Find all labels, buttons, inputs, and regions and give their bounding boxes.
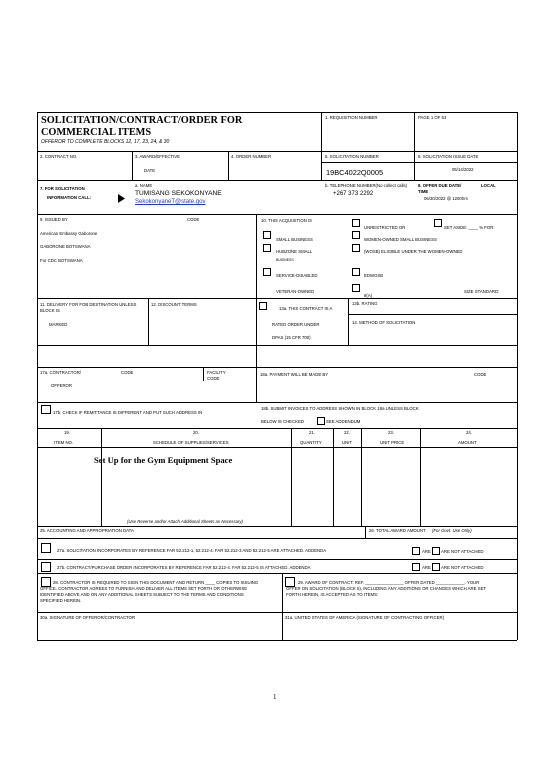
29-line1: 29. AWARD OF CONTRACT: REF. ________________ OFFER DATED ____________. YOUR [298,580,480,585]
schedule-item-description: Set Up for the Gym Equipment Space [94,455,233,465]
fob-delivery-label-1: 11. DELIVERY FOR FOB DESTINATION UNLESS [40,302,137,307]
edwosb-label: EDWOSB [364,273,384,278]
business-label: BUSINESS [276,258,294,262]
col24-label: AMOUNT [458,440,477,445]
offer-due-label-1: 8. OFFER DUE DATE/ [418,183,462,188]
wosb-label: WOMEN-OWNED SMALL BUSINESS [364,237,437,242]
contact-name-label: a. NAME [135,183,153,188]
rule-v-b6 [414,112,415,181]
rule-v-b13b [348,298,349,345]
sdvosb-label: SERVICE-DISABLED [276,273,318,278]
col24-number: 24. [466,430,472,435]
issuer-line3: For CDC BOTSWANA [40,258,83,263]
rule-v-col23 [361,428,362,526]
fob-marked-label: MARKED [49,322,68,327]
27b-label: 27b. CONTRACT/PURCHASE ORDER INCORPORATES BY REFERENCE FAR 52.212-4. FAR 52.212-5 IS ATTACHED. ADDENDA [57,565,311,570]
discount-terms-label: 12. DISCOUNT TERMS [151,302,197,307]
rule-row13 [37,573,517,574]
contractor-code-label: CODE [121,370,134,375]
rule-row6 [37,345,517,346]
requisition-number-label: 1. REQUISITION NUMBER [325,115,378,120]
rule-row4 [37,214,517,215]
col21-number: 21. [309,430,315,435]
solicitation-issue-date-label: 6. SOLICITATION ISSUE DATE [418,154,479,159]
small-business-label: SMALL BUSINESS [276,237,313,242]
rule-row12 [37,559,517,560]
solicitation-info-label-2: INFORMATION CALL: [47,195,92,200]
rated-order-checkbox[interactable] [259,302,267,310]
wosb-eligible-checkbox[interactable] [352,244,360,252]
solicitation-issue-date-value: 05/14/2022 [452,167,474,172]
issued-by-code-label: CODE [187,217,200,222]
col21-label: QUANTITY [300,440,322,445]
telephone-value: +267 373 2292 [333,191,374,197]
27a-are-not-checkbox[interactable] [432,547,440,555]
accounting-data-label: 25. ACCOUNTING AND APPROPRIATION DATA [40,528,134,533]
award-effective-date-label: DATE [144,168,156,173]
28-line2: OFFICE. CONTRACTOR AGREES TO FURNISH AND DELIVER ALL ITEMS SET FORTH OR OTHERWISE [40,586,248,591]
col19-label: ITEM NO. [54,440,74,445]
sdvosb-checkbox[interactable] [263,268,271,276]
arrow-right-icon [118,194,125,203]
form-title-line2: COMMERCIAL ITEMS [41,127,152,138]
8a-checkbox[interactable] [352,284,360,292]
unrestricted-checkbox[interactable] [352,219,360,227]
rule-b5-sub [321,162,517,163]
27a-are-label: ARE [422,549,431,554]
size-standard-label: SIZE STANDARD: [464,289,500,294]
col23-number: 23. [388,430,394,435]
issued-by-label: 9. ISSUED BY [40,217,68,222]
col22-number: 22. [344,430,350,435]
rule-left [37,112,38,640]
rule-v-col21 [291,428,292,526]
reverse-note: (Use Reverse and/or Attach Additional Sheets as Necessary) [127,519,243,524]
contact-name-value: TUMISANG SEKOKONYANE [135,190,222,197]
set-aside-label: SET ASIDE: ____ % FOR: [444,225,495,230]
remittance-label: 17b. CHECK IF REMITTANCE IS DIFFERENT AND PUT SUCH ADDRESS IN [53,410,203,415]
set-aside-checkbox[interactable] [434,219,442,227]
rule-facility [203,367,204,381]
contracting-officer-signature-label: 31a. UNITED STATES OF AMERICA (SIGNATURE OF CONTRACTING OFFICER) [285,615,444,620]
rule-v-b3 [132,151,133,180]
rule-row8 [37,428,517,429]
rated-contract-label: 13a. THIS CONTRACT IS A [279,306,333,311]
hubzone-label: HUBZONE SMALL [276,249,313,254]
rule-row7 [37,402,517,403]
small-business-checkbox[interactable] [263,231,271,239]
rule-v-b4 [228,151,229,180]
27a-are-not-label: ARE NOT ATTACHED [441,549,484,554]
solicitation-info-label-1: 7. FOR SOLICITATION [40,186,85,191]
unrestricted-label: UNRESTRICTED OR [364,225,406,230]
rule-row5 [37,298,517,299]
rule-row9 [37,447,517,448]
see-addendum-label: SEE ADDENDUM [326,419,361,424]
27b-are-not-label: ARE NOT ATTACHED [441,565,484,570]
award-effective-label: 3. AWARD/EFFECTIVE [135,154,181,159]
rule-v-col24 [420,428,421,526]
telephone-label: b. TELEPHONE NUMBER(No collect calls) [325,183,408,188]
28-line3: IDENTIFIED ABOVE AND ON ANY ADDITIONAL SHEETS SUBJECT TO THE TERMS AND CONDITIONS [40,592,244,597]
27a-are-checkbox[interactable] [412,547,420,555]
rule-right [517,112,518,640]
contractor-label: 17a. CONTRACTOR/ [40,370,81,375]
col23-label: UNIT PRICE [380,440,405,445]
rule-v-b12 [148,298,149,345]
rule-v-b1 [321,112,322,181]
dpas-label: DPAS (15 CFR 700) [272,335,311,340]
page-count-label: PAGE 1 OF 53 [418,115,447,120]
payment-by-label: 18a. PAYMENT WILL BE MADE BY [260,372,329,377]
rule-v-b26 [365,526,366,538]
col20-number: 20. [193,430,199,435]
29-line2: OFFER ON SOLICITATION (BLOCK 5), INCLUDING ANY ADDITIONS OR CHANGES WHICH ARE SET [286,586,487,591]
rule-row3 [37,180,517,181]
rule-v-col20 [101,428,102,526]
payment-code-label: CODE [474,372,487,377]
offer-due-label-local: LOCAL [481,183,496,188]
rated-order-under-label: RATED ORDER UNDER [272,322,320,327]
form-title [41,115,242,139]
27b-are-not-checkbox[interactable] [432,563,440,571]
total-award-note: (For Govt. Use Only) [432,528,472,533]
rule-row11 [37,538,517,539]
rule-v-col22 [333,428,334,526]
rule-row14 [37,612,517,613]
col20-label: SCHEDULE OF SUPPLIES/SERVICES [153,440,229,445]
issuer-line1: American Embassy Gaborone [40,231,98,236]
solicitation-method-label: 14. METHOD OF SOLICITATION [352,320,416,325]
27a-label: 27a. SOLICITATION INCORPORATES BY REFERENCE FAR 52.212-1, 52.212-4. FAR 52.212-3 AND 52.212-5 ARE ATTACHED. ADDENDA [57,548,327,553]
col22-label: UNIT [342,440,353,445]
27a-checkbox[interactable] [41,543,51,553]
issuer-line2: GABORONE BOTSWANA [40,244,91,249]
rating-label: 13b. RATING [352,301,378,306]
veteran-owned-label: VETERAN-OWNED [276,289,315,294]
wosb-checkbox[interactable] [352,231,360,239]
solicitation-number-value: 19BC4022Q0005 [326,168,384,177]
rule-v-mid [256,214,257,402]
28-line1: 28. CONTRACTOR IS REQUIRED TO SIGN THIS DOCUMENT AND RETURN ____ COPIES TO ISSUING [53,580,259,585]
rule-bottom [37,640,517,641]
order-number-label: 4. ORDER NUMBER [231,154,272,159]
28-line4: SPECIFIED HEREIN. [40,598,82,603]
acquisition-label: 10. THIS ACQUISITION IS [261,218,313,223]
rule-contractor-top [37,367,517,368]
solicitation-number-label: 5. SOLICITATION NUMBER [325,154,379,159]
see-addendum-checkbox[interactable] [317,417,325,425]
hubzone-checkbox[interactable] [263,244,271,252]
offer-due-label-2: TIME [418,189,429,194]
27b-are-checkbox[interactable] [412,563,420,571]
rule-top [37,112,517,113]
contact-email-link[interactable]: SekokonyaneT@state.gov [135,199,206,205]
remittance-checkbox[interactable] [41,405,51,414]
below-checked-label: BELOW IS CHECKED [261,419,304,424]
facility-code-label: CODE [207,376,220,381]
total-award-label: 26. TOTAL AWARD AMOUNT [369,528,426,533]
offer-due-value: 06/30/2022 @ 1200hrs [424,196,468,201]
contract-no-label: 2. CONTRACT NO. [40,154,78,159]
rule-row2 [37,151,517,152]
facility-label: FACILITY [207,370,226,375]
rule-rating [348,314,517,315]
27b-are-label: ARE [422,565,431,570]
27b-checkbox[interactable] [41,562,51,572]
8a-label: 8(A) [364,293,373,298]
wosb-eligible-label: (WOSB) ELIGIBLE UNDER THE WOMEN-OWNED [364,249,463,254]
offeror-label: OFFEROR [51,383,73,388]
rule-v-b29 [282,573,283,640]
edwosb-checkbox[interactable] [352,268,360,276]
29-line3: FORTH HEREIN, IS ACCEPTED AS TO ITEMS: [286,592,379,597]
page-number: 1 [273,693,277,701]
fob-delivery-label-2: BLOCK IS [40,308,60,313]
form-title-line1: SOLICITATION/CONTRACT/ORDER FOR [41,115,243,126]
offeror-signature-label: 30a. SIGNATURE OF OFFEROR/CONTRACTOR [40,615,136,620]
submit-invoices-label: 18b. SUBMIT INVOICES TO ADDRESS SHOWN IN BLOCK 18a UNLESS BLOCK [261,406,419,411]
rule-row10 [37,526,517,527]
col19-number: 19. [64,430,70,435]
form-subtitle: OFFEROR TO COMPLETE BLOCKS 12, 17, 23, 24, & 30 [41,139,170,145]
